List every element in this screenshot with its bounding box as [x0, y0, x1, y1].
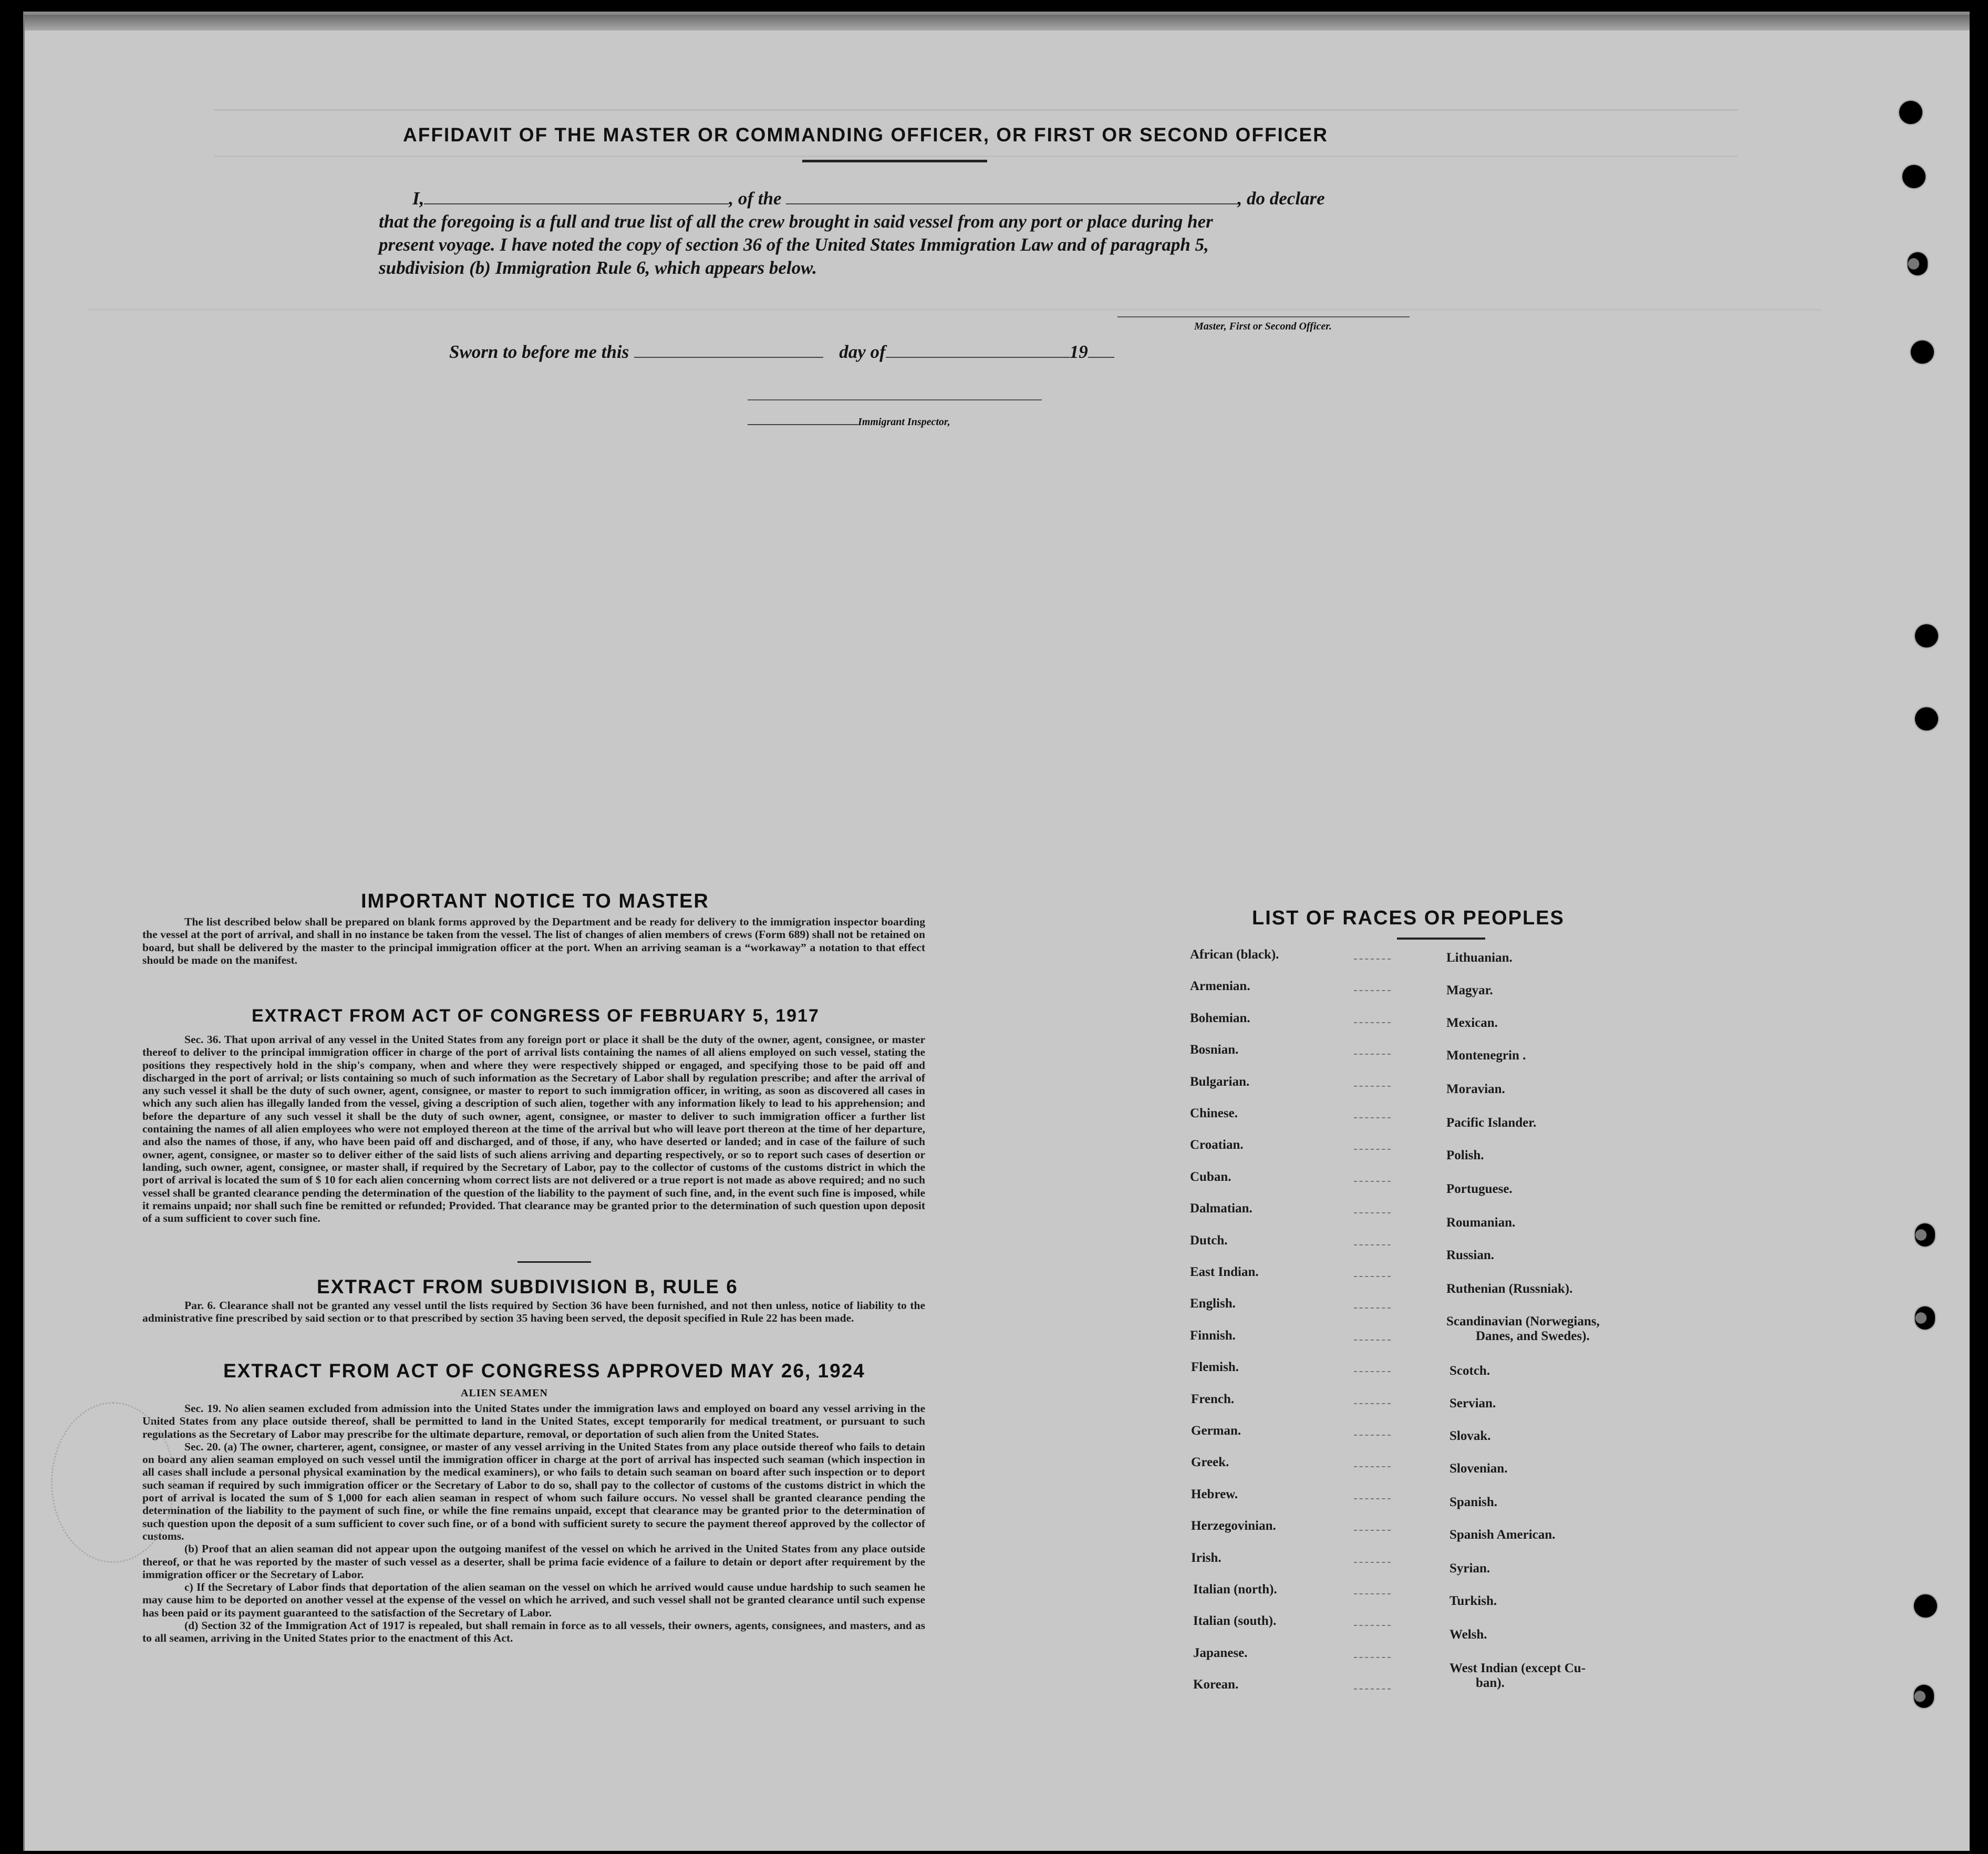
punch-hole	[1915, 707, 1938, 730]
race-item: Croatian.	[1190, 1138, 1244, 1152]
leader-dash	[1354, 1435, 1391, 1437]
punch-hole	[1914, 1594, 1937, 1618]
leader-dash	[1354, 1307, 1391, 1310]
leader-dash	[1354, 1403, 1391, 1405]
race-item: Portuguese.	[1446, 1182, 1513, 1196]
alien-seamen-subtitle: ALIEN SEAMEN	[461, 1387, 548, 1399]
leader-dash	[1354, 1688, 1391, 1691]
sec-20c-paragraph: c) If the Secretary of Labor finds that deportation of the alien seaman on the vessel on which he arrived would cause undue hardship to such seamen he may cause him to be deported on another vessel at the expense of the vessel on which he arrived, and such vessel shall not be granted clearance until such expense has been paid or its payment guaranteed to the satisfaction of the Secretary of Labor.	[142, 1581, 925, 1619]
punch-hole	[1902, 165, 1925, 188]
race-item: Polish.	[1446, 1148, 1484, 1162]
vessel-prefix: , of the	[729, 188, 782, 209]
leader-dash	[1354, 990, 1391, 992]
race-item: Magyar.	[1446, 983, 1493, 997]
vessel-name-field[interactable]	[786, 203, 1238, 204]
race-item: Dutch.	[1190, 1233, 1228, 1248]
race-item: Moravian.	[1446, 1082, 1505, 1096]
leader-dash	[1354, 1593, 1391, 1595]
year-prefix: 19	[1069, 342, 1088, 362]
rule-6-text	[142, 1299, 925, 1325]
punch-hole	[1908, 252, 1928, 275]
sworn-month-field[interactable]	[886, 357, 1070, 358]
sworn-day-field[interactable]	[634, 357, 823, 358]
affidavit-title-rule	[802, 160, 987, 162]
inspector-name-field[interactable]	[748, 424, 858, 425]
race-item: ban).	[1476, 1676, 1505, 1690]
race-item: Hebrew.	[1191, 1487, 1238, 1501]
punch-hole	[1915, 1306, 1935, 1330]
race-item: Chinese.	[1190, 1106, 1238, 1120]
race-item: French.	[1191, 1392, 1235, 1406]
leader-dash	[1354, 1530, 1391, 1532]
race-item: Montenegrin .	[1446, 1048, 1526, 1063]
leader-dash	[1354, 1022, 1391, 1024]
extract-1917-title: EXTRACT FROM ACT OF CONGRESS OF FEBRUARY 5, 1917	[252, 1006, 820, 1026]
race-item: Greek.	[1191, 1455, 1229, 1469]
race-item: Italian (north).	[1193, 1582, 1277, 1596]
day-of-label: day of	[839, 342, 886, 362]
punch-hole	[1899, 101, 1922, 124]
punch-hole	[1915, 624, 1938, 647]
race-item: Dalmatian.	[1190, 1201, 1252, 1216]
race-item: Armenian.	[1190, 979, 1250, 993]
sworn-year-field[interactable]	[1088, 357, 1114, 358]
race-item: Spanish American.	[1449, 1528, 1556, 1542]
extract-1924-title: EXTRACT FROM ACT OF CONGRESS APPROVED MAY 26, 1924	[223, 1360, 865, 1382]
affidavit-title: AFFIDAVIT OF THE MASTER OR COMMANDING OFFICER, OR FIRST OR SECOND OFFICER	[403, 124, 1328, 146]
leader-dash	[1354, 1276, 1391, 1278]
punch-hole	[1911, 341, 1934, 364]
leader-dash	[1354, 1212, 1391, 1214]
leader-dash	[1354, 1340, 1391, 1342]
master-signature-line[interactable]	[1117, 316, 1410, 317]
leader-dash	[1354, 959, 1391, 961]
leader-dash	[1354, 1625, 1391, 1627]
race-item: Lithuanian.	[1446, 951, 1513, 965]
master-signature-caption: Master, First or Second Officer.	[1194, 321, 1332, 332]
affidavit-line-2: that the foregoing is a full and true list of all the crew brought in said vessel from any port or place during her	[379, 211, 1213, 232]
race-item: Finnish.	[1190, 1328, 1236, 1343]
sec-20a-paragraph: Sec. 20. (a) The owner, charterer, agent, consignee, or master of any vessel arriving in the United States from any place outside thereof who fails to detain on board any alien seaman employed on such vessel until the immigration officer in charge at the port of arrival has inspected such seaman (which inspection in all cases shall include a personal physical examination by the medical examiners), or who fails to detain such seaman on board after such inspection or to deport such seaman if required by such immigration officer or the Secretary of Labor to do so, shall pay to the collector of customs of the customs district in which the port of arrival is located the sum of $ 1,000 for each alien seaman in respect of whom such failure occurs. No vessel shall be granted clearance pending the determination of the liability to the payment of such fine, or while the fine remains unpaid, except that clearance may be granted prior to the determination of such question upon the deposit of a sum sufficient to cover such fine, or of a bond with sufficient surety to secure the payment thereof approved by the collector of customs.	[142, 1440, 925, 1542]
extract-1917-text	[142, 1033, 925, 1224]
races-title-rule	[1397, 938, 1485, 940]
declarant-name-field[interactable]	[424, 203, 729, 204]
punch-hole	[1914, 1685, 1934, 1708]
race-item: Bohemian.	[1190, 1011, 1250, 1025]
declarant-prefix: I,	[412, 188, 424, 209]
race-item: Mexican.	[1446, 1016, 1498, 1030]
sworn-line	[449, 342, 1114, 363]
race-item: East Indian.	[1190, 1265, 1259, 1279]
affidavit-line-3: present voyage. I have noted the copy of section 36 of the United States Immigration Law and of paragraph 5,	[379, 234, 1209, 255]
inspector-caption	[748, 416, 950, 428]
race-item: Russian.	[1446, 1248, 1495, 1262]
form-sheet	[23, 12, 1970, 1851]
sec-20b-paragraph: (b) Proof that an alien seaman did not appear upon the outgoing manifest of the vessel on which he arrived in the United States from any place outside thereof, or that he was reported by the master of such vessel as a deserter, shall be prima facie evidence of a failure to detain or deport after requirement by the immigration officer or the Secretary of Labor.	[142, 1542, 925, 1581]
race-item: Spanish.	[1449, 1495, 1498, 1509]
bleed-mark	[88, 309, 1821, 311]
punch-hole	[1915, 1223, 1935, 1247]
leader-dash	[1354, 1562, 1391, 1564]
extract-1924-text	[142, 1402, 925, 1645]
race-item: African (black).	[1190, 947, 1279, 962]
race-item: Slovak.	[1449, 1429, 1491, 1443]
race-item: German.	[1191, 1424, 1241, 1438]
race-item: Syrian.	[1449, 1561, 1490, 1575]
sec-20d-paragraph: (d) Section 32 of the Immigration Act of 1917 is repealed, but shall remain in force as to all vessels, their owners, agents, consignees, and masters, and as to all seamen, arriving in the United States prior to the enactment of this Act.	[142, 1619, 925, 1645]
leader-dash	[1354, 1244, 1391, 1247]
race-item: Roumanian.	[1446, 1216, 1516, 1230]
leader-dash	[1354, 1657, 1391, 1659]
race-item: Ruthenian (Russniak).	[1446, 1282, 1573, 1296]
race-item: Servian.	[1449, 1396, 1496, 1410]
leader-dash	[1354, 1149, 1391, 1151]
leader-dash	[1354, 1181, 1391, 1183]
embossed-seal	[51, 1402, 175, 1563]
leader-dash	[1354, 1371, 1391, 1373]
race-item: Bulgarian.	[1190, 1075, 1250, 1089]
race-item: Irish.	[1191, 1551, 1221, 1565]
declare-suffix: , do declare	[1237, 188, 1325, 209]
race-item: Danes, and Swedes).	[1476, 1329, 1590, 1343]
affidavit-line-4: subdivision (b) Immigration Rule 6, which appears below.	[379, 258, 817, 278]
race-item: Korean.	[1193, 1677, 1239, 1692]
race-item: Italian (south).	[1193, 1614, 1277, 1628]
leader-dash	[1354, 1498, 1391, 1500]
races-title: LIST OF RACES OR PEOPLES	[1252, 907, 1565, 929]
race-item: Flemish.	[1191, 1360, 1239, 1374]
race-item: Herzegovinian.	[1191, 1519, 1276, 1533]
bleed-mark	[214, 109, 1737, 111]
race-item: West Indian (except Cu-	[1449, 1661, 1586, 1675]
extract-1917-rule	[517, 1261, 591, 1263]
rule-6-title: EXTRACT FROM SUBDIVISION B, RULE 6	[317, 1276, 738, 1297]
race-item: Scandinavian (Norwegians,	[1446, 1314, 1600, 1328]
sworn-prefix: Sworn to before me this	[449, 342, 629, 362]
notice-text	[142, 915, 925, 966]
race-item: Japanese.	[1193, 1646, 1248, 1660]
race-item: Slovenian.	[1449, 1461, 1508, 1476]
leader-dash	[1354, 1054, 1391, 1056]
notice-paragraph: The list described below shall be prepared on blank forms approved by the Department and be ready for delivery to the immigration inspector boarding the vessel at the port of arrival, and shall in no instance be taken from the vessel. The list of changes of alien members of crews (Form 689) shall not be retained on board, but shall be delivered by the master to the principal immigration officer at the port. When an arriving seaman is a “workaway” a notation to that effect should be made on the manifest.	[142, 915, 925, 966]
rule-6-paragraph: Par. 6. Clearance shall not be granted any vessel until the lists required by Section 36 have been furnished, and not then unless, notice of liability to the administrative fine prescribed by said section or to that prescribed by section 35 having been served, the deposit specified in Rule 22 has been made.	[142, 1299, 925, 1325]
section-36-paragraph: Sec. 36. That upon arrival of any vessel in the United States from any foreign port or place it shall be the duty of the owner, agent, consignee, or master thereof to deliver to the principal immigration officer in charge of the port of arrival lists containing the names of all aliens employed on such vessel, stating the positions they respectively hold in the ship's company, when and where they were respectively shipped or engaged, and specifying those to be paid off and discharged in the port of arrival; or lists containing so much of such information as the Secretary of Labor shall by regulation prescribe; and after the arrival of any such vessel it shall be the duty of such owner, agent, consignee, or master to report to such immigration officer, in writing, as soon as discovered all cases in which any such alien has illegally landed from the vessel, giving a description of such alien, together with any information likely to lead to his apprehension; and before the departure of any such vessel it shall be the duty of such owner, agent, consignee, or master to deliver to such immigration officer a further list containing the names of all alien employees who were not employed thereon at the time of the arrival but who will leave port thereon at the time of her departure, and also the names of those, if any, who have been paid off and discharged, and of those, if any, who have deserted or landed; and in case of the failure of such owner, agent, consignee, or master so to deliver either of the said lists of such aliens arriving and departing respectively, or so to report such cases of desertion or landing, such owner, agent, consignee, or master shall, if required by the Secretary of Labor, pay to the collector of customs of the customs district in which the port of arrival is located the sum of $ 10 for each alien concerning whom correct lists are not delivered or a true report is not made as above required; and no such vessel shall be granted clearance pending the determination of the question of the liability to the payment of such fine, and, in the event such fine is imposed, while it remains unpaid; nor shall such fine be remitted or refunded; Provided. That clearance may be granted prior to the determination of such question upon deposit of a sum sufficient to cover such fine.	[142, 1033, 925, 1225]
sheet-top-edge	[25, 15, 1970, 30]
sec-19-paragraph: Sec. 19. No alien seamen excluded from admission into the United States under the immigration laws and employed on board any vessel arriving in the United States from any place outside thereof, shall be permitted to land in the United States, except temporarily for medical treatment, or pursuant to such regulations as the Secretary of Labor may prescribe for the ultimate departure, removal, or deportation of such alien from the United States.	[142, 1402, 925, 1440]
race-item: English.	[1190, 1296, 1236, 1311]
race-item: Scotch.	[1449, 1364, 1490, 1378]
race-item: Turkish.	[1449, 1594, 1497, 1608]
leader-dash	[1354, 1117, 1391, 1119]
leader-dash	[1354, 1466, 1391, 1468]
bleed-mark	[214, 156, 1737, 157]
race-item: Welsh.	[1449, 1628, 1487, 1642]
inspector-signature-line[interactable]	[748, 399, 1042, 400]
race-item: Bosnian.	[1190, 1043, 1239, 1057]
inspector-caption-text: Immigrant Inspector,	[858, 416, 950, 428]
notice-title: IMPORTANT NOTICE TO MASTER	[361, 890, 709, 912]
race-item: Cuban.	[1190, 1170, 1231, 1184]
race-item: Pacific Islander.	[1446, 1116, 1537, 1130]
leader-dash	[1354, 1086, 1391, 1088]
affidavit-line-1	[412, 188, 1325, 209]
